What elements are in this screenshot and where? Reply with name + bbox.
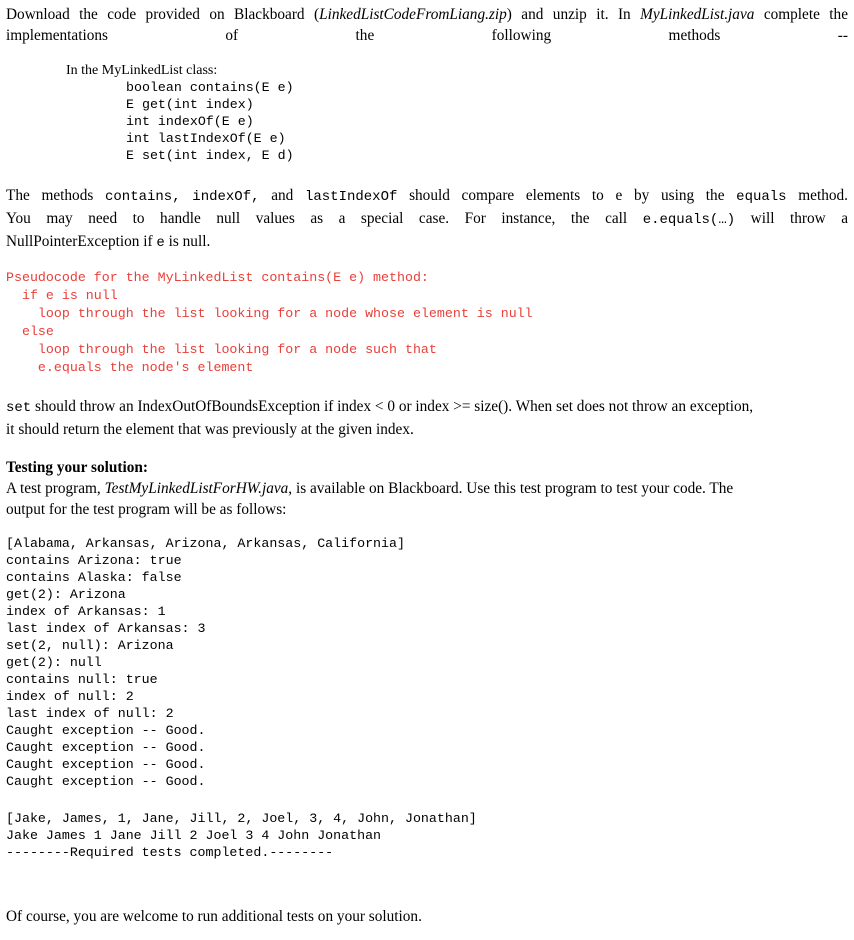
closing-paragraph: Of course, you are welcome to run additional tests on your solution.	[6, 908, 422, 925]
compare-line-1	[6, 185, 848, 208]
output-line: [Alabama, Arkansas, Arizona, Arkansas, California]	[6, 536, 405, 551]
set-text-2: it should return the element that was previously at the given index.	[6, 421, 414, 438]
method-signature: E get(int index)	[126, 97, 254, 112]
method-signature: boolean contains(E e)	[126, 80, 294, 95]
code-set: set	[6, 400, 32, 416]
method-signature: E set(int index, E d)	[126, 148, 294, 163]
testing-text-1: A test program,	[6, 480, 105, 497]
test-output-block-2	[6, 810, 477, 861]
output-line: last index of null: 2	[6, 706, 174, 721]
set-paragraph	[6, 396, 848, 440]
test-output-block-1	[6, 535, 405, 790]
output-line: --------Required tests completed.--------	[6, 845, 334, 860]
output-line: Caught exception -- Good.	[6, 740, 206, 755]
methods-block	[66, 62, 294, 164]
pseudocode-block	[6, 269, 533, 377]
intro-line-1	[6, 4, 848, 46]
output-line: get(2): Arizona	[6, 587, 126, 602]
testing-heading: Testing your solution:	[6, 459, 148, 476]
code-contains: contains,	[104, 189, 181, 205]
intro-text-3: complete the implementations of the following methods --	[6, 6, 848, 44]
output-line: Caught exception -- Good.	[6, 774, 206, 789]
compare-text-1: The methods	[6, 187, 105, 204]
intro-text-2: ) and unzip it. In	[506, 6, 641, 23]
output-line: contains Alaska: false	[6, 570, 182, 585]
code-equals: equals	[736, 189, 787, 205]
methods-list	[126, 79, 294, 164]
output-line: last index of Arkansas: 3	[6, 621, 206, 636]
testing-line-1	[6, 478, 848, 499]
compare-text-8: is null.	[164, 233, 211, 250]
pseudocode-line: Pseudocode for the MyLinkedList contains(E e) method:	[6, 270, 429, 285]
output-line: index of null: 2	[6, 689, 134, 704]
compare-text-4: method.	[786, 187, 848, 204]
output-line: get(2): null	[6, 655, 102, 670]
code-lastindexof: lastIndexOf	[304, 189, 398, 205]
output-line: contains Arizona: true	[6, 553, 182, 568]
output-line: index of Arkansas: 1	[6, 604, 166, 619]
output-line: Caught exception -- Good.	[6, 723, 206, 738]
compare-text-7: NullPointerException if	[6, 233, 157, 250]
java-filename: MyLinkedList.java	[640, 6, 755, 23]
output-line: [Jake, James, 1, Jane, Jill, 2, Joel, 3, 4, John, Jonathan]	[6, 811, 477, 826]
pseudocode-line: else	[6, 324, 54, 339]
set-text-1: should throw an IndexOutOfBoundsException if index < 0 or index >= size(). When set does not throw an exception,	[31, 398, 754, 415]
set-line-1	[6, 396, 848, 419]
code-e-equals: e.equals(…)	[642, 212, 736, 228]
compare-text-5: You may need to handle null values as a special case. For instance, the call	[6, 210, 643, 227]
testing-section	[6, 457, 848, 520]
output-line: contains null: true	[6, 672, 158, 687]
pseudocode-line: if e is null	[6, 288, 118, 303]
testing-line-2: output for the test program will be as follows:	[6, 501, 287, 518]
compare-text-3: should compare elements to e by using the	[397, 187, 737, 204]
compare-paragraph	[6, 185, 848, 254]
compare-line-2	[6, 208, 848, 231]
compare-text-6: will throw a	[735, 210, 849, 227]
compare-text-2: and	[259, 187, 305, 204]
pseudocode-line: loop through the list looking for a node such that	[6, 342, 437, 357]
output-line: Caught exception -- Good.	[6, 757, 206, 772]
pseudocode-line: e.equals the node's element	[6, 360, 254, 375]
method-signature: int lastIndexOf(E e)	[126, 131, 286, 146]
methods-heading: In the MyLinkedList class:	[66, 63, 218, 78]
intro-paragraph	[6, 4, 848, 46]
testing-text-2: , is available on Blackboard. Use this test program to test your code. The	[288, 480, 734, 497]
compare-line-3	[6, 231, 848, 254]
zip-filename: LinkedListCodeFromLiang.zip	[319, 6, 507, 23]
method-signature: int indexOf(E e)	[126, 114, 254, 129]
output-line: Jake James 1 Jane Jill 2 Joel 3 4 John Jonathan	[6, 828, 382, 843]
code-e: e	[156, 235, 165, 251]
test-program-filename: TestMyLinkedListForHW.java	[104, 480, 289, 497]
intro-text-1: Download the code provided on Blackboard (	[6, 6, 320, 23]
set-line-2	[6, 419, 848, 440]
pseudocode-line: loop through the list looking for a node whose element is null	[6, 306, 533, 321]
output-line: set(2, null): Arizona	[6, 638, 174, 653]
code-indexof: indexOf,	[192, 189, 260, 205]
